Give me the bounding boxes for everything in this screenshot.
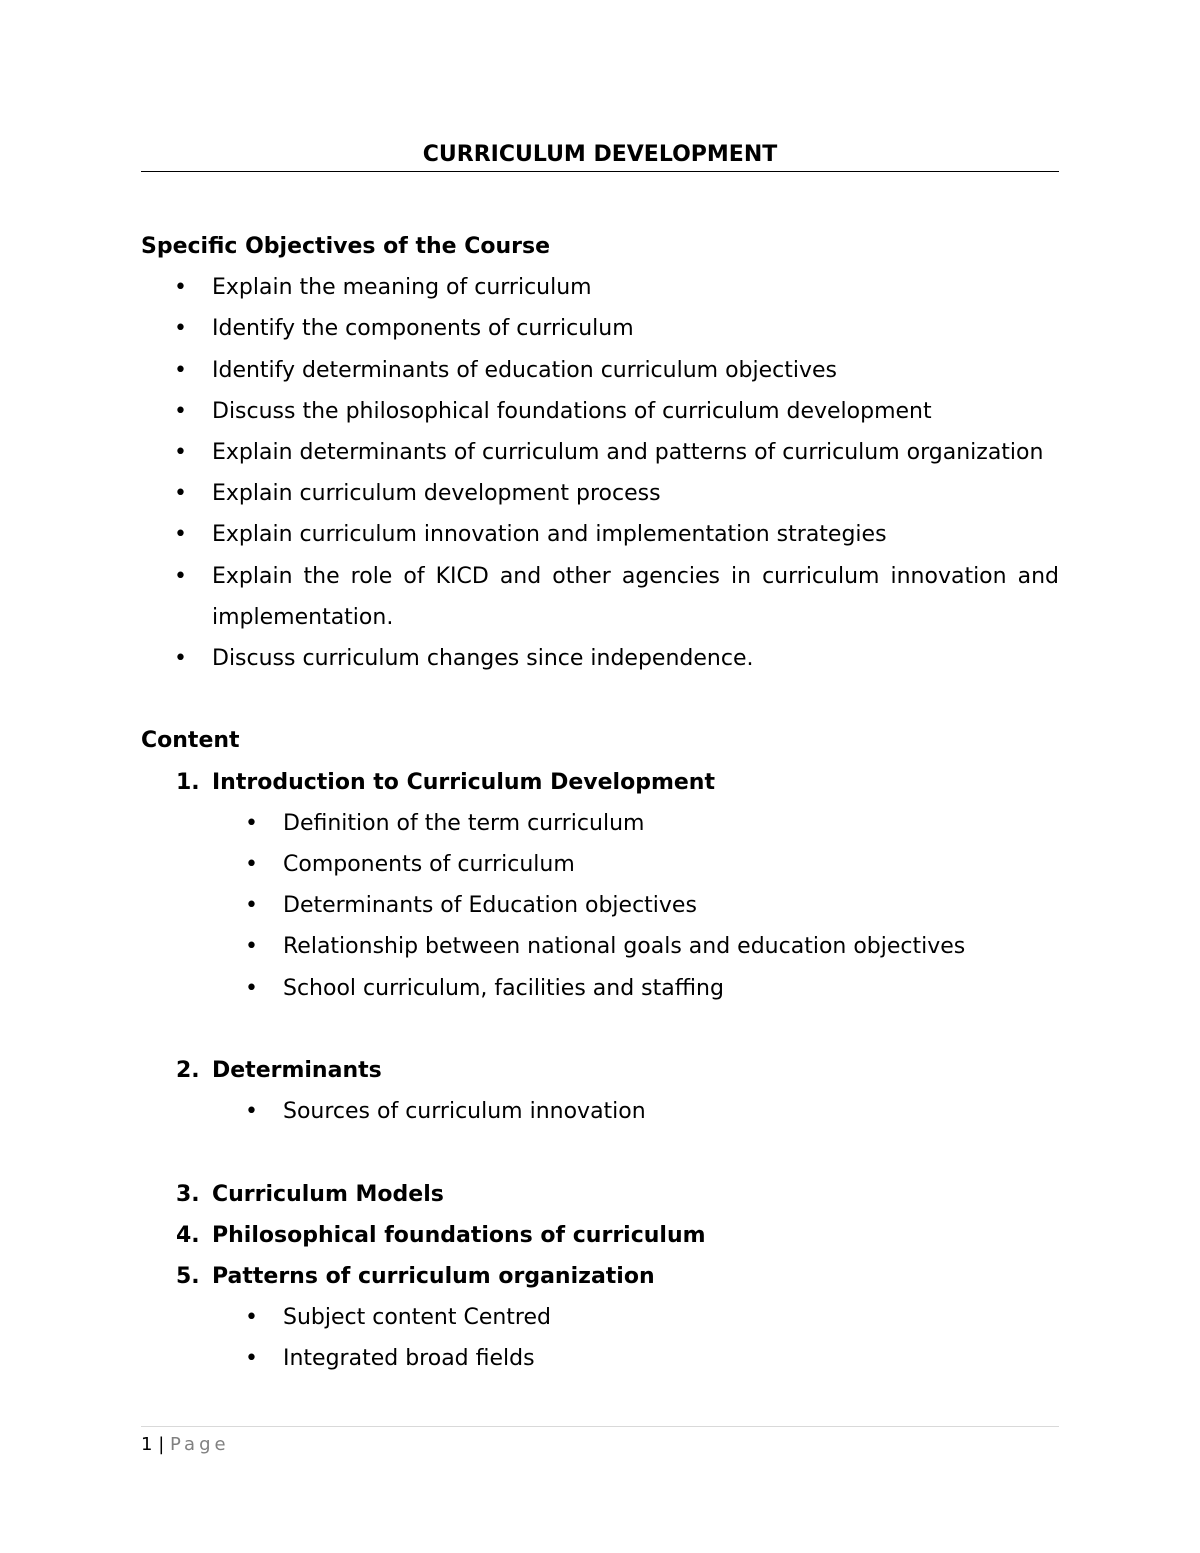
title-underline: [141, 171, 1059, 172]
topic-item: [141, 1256, 1059, 1380]
topic-item: [141, 762, 1059, 1050]
subitem: [212, 1297, 1059, 1338]
bullet-icon: •: [245, 893, 258, 919]
document-body: [141, 226, 1059, 1380]
subitem-text: School curriculum, facilities and staffing: [283, 975, 724, 1001]
objective-item: [141, 391, 1059, 432]
footer-separator: |: [158, 1434, 165, 1455]
topic-item: [141, 1215, 1059, 1256]
objective-item: [141, 308, 1059, 349]
bullet-icon: •: [174, 357, 187, 383]
bullet-icon: •: [245, 975, 258, 1001]
bullet-icon: •: [174, 563, 187, 589]
topic-item: [141, 1050, 1059, 1174]
bullet-icon: •: [174, 316, 187, 342]
objective-text: Explain curriculum innovation and implementation strategies: [212, 522, 887, 548]
subitem: [212, 885, 1059, 926]
content-heading: Content: [141, 728, 240, 754]
bullet-icon: •: [174, 481, 187, 507]
bullet-icon: •: [174, 398, 187, 424]
bullet-icon: •: [245, 1099, 258, 1125]
spacer: [212, 1009, 1059, 1050]
topic-title: Introduction to Curriculum Development: [212, 769, 715, 795]
objective-text: Explain the meaning of curriculum: [212, 275, 592, 301]
subitem-text: Integrated broad fields: [283, 1346, 535, 1372]
objective-text: Discuss the philosophical foundations of curriculum development: [212, 398, 932, 424]
document-title: CURRICULUM DEVELOPMENT: [422, 142, 778, 167]
subitem: [212, 968, 1059, 1009]
topic-item: [141, 1174, 1059, 1215]
topic-title: Determinants: [212, 1058, 382, 1084]
subitem-text: Sources of curriculum innovation: [283, 1099, 646, 1125]
subitem: [212, 844, 1059, 885]
topics-list: [141, 762, 1059, 1380]
topic-title: Philosophical foundations of curriculum: [212, 1222, 706, 1248]
bullet-icon: •: [174, 522, 187, 548]
bullet-icon: •: [245, 1305, 258, 1331]
page-number: 1: [141, 1434, 153, 1455]
subitem: [212, 1091, 1059, 1132]
topic-number: 2.: [176, 1058, 200, 1084]
spacer: [212, 1132, 1059, 1173]
subitem-text: Subject content Centred: [283, 1305, 551, 1331]
objective-text: Explain curriculum development process: [212, 481, 661, 507]
topic-title: Patterns of curriculum organization: [212, 1264, 655, 1290]
bullet-icon: •: [174, 440, 187, 466]
objective-text: Discuss curriculum changes since independence.: [212, 646, 754, 672]
objectives-list: [141, 267, 1059, 679]
objective-item: [141, 432, 1059, 473]
bullet-icon: •: [174, 275, 187, 301]
topic-title: Curriculum Models: [212, 1181, 444, 1207]
objective-item: [141, 473, 1059, 514]
subitem-text: Relationship between national goals and education objectives: [283, 934, 966, 960]
topic-subitems: [212, 1297, 1059, 1379]
topic-number: 5.: [176, 1264, 200, 1290]
page-footer: [141, 1433, 230, 1457]
objective-item: [141, 267, 1059, 308]
objective-text: Explain determinants of curriculum and patterns of curriculum organization: [212, 440, 1044, 466]
subitem: [212, 803, 1059, 844]
bullet-icon: •: [245, 852, 258, 878]
page-label: Page: [170, 1434, 230, 1455]
topic-subitems: [212, 1091, 1059, 1132]
objective-text: Identify the components of curriculum: [212, 316, 634, 342]
bullet-icon: •: [174, 646, 187, 672]
spacer: [141, 679, 1059, 720]
topic-number: 3.: [176, 1181, 200, 1207]
subitem-text: Definition of the term curriculum: [283, 810, 645, 836]
subitem: [212, 926, 1059, 967]
subitem-text: Determinants of Education objectives: [283, 893, 697, 919]
topic-number: 1.: [176, 769, 200, 795]
objective-item: [141, 350, 1059, 391]
objective-text: Identify determinants of education curriculum objectives: [212, 357, 838, 383]
bullet-icon: •: [245, 934, 258, 960]
objectives-heading: Specific Objectives of the Course: [141, 234, 551, 259]
objective-text: Explain the role of KICD and other agencies in curriculum innovation and implementation.: [212, 563, 1059, 630]
topic-number: 4.: [176, 1222, 200, 1248]
subitem-text: Components of curriculum: [283, 852, 575, 878]
footer-divider: [141, 1426, 1059, 1427]
bullet-icon: •: [245, 1346, 258, 1372]
objective-item: [141, 514, 1059, 555]
objective-item: [141, 638, 1059, 679]
objective-item: [141, 556, 1059, 638]
subitem: [212, 1338, 1059, 1379]
topic-subitems: [212, 803, 1059, 1009]
bullet-icon: •: [245, 810, 258, 836]
